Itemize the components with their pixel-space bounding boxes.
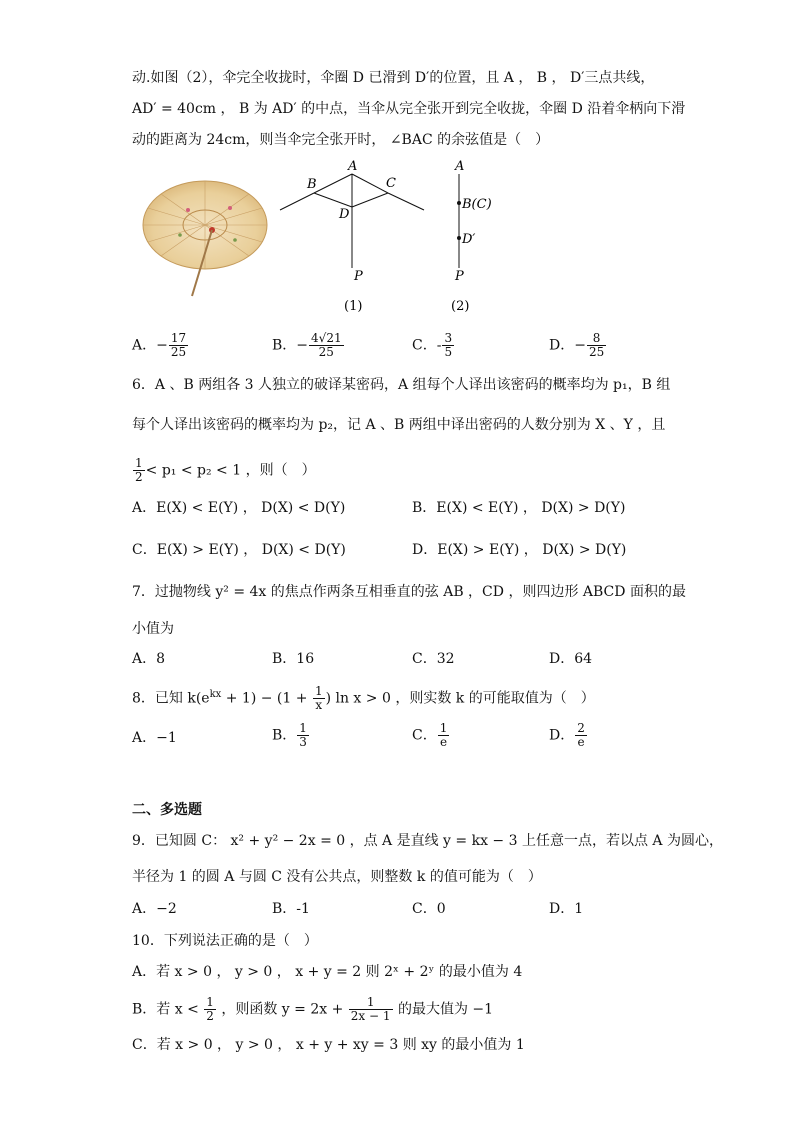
q10b-part-3: 的最大值为 −1 (393, 1001, 494, 1018)
q8-option-a[interactable] (132, 728, 177, 748)
option-text: 64 (574, 651, 593, 667)
q10-stem: 10．下列说法正确的是（ ） (132, 933, 318, 949)
option-text: -1 (296, 901, 310, 917)
q5-line-2: AD′ = 40cm ， B 为 AD′ 的中点，当伞从完全张开到完全收拢，伞圈 D 沿着伞柄向下滑 (132, 101, 686, 117)
option-fraction: $\frac{4√21}{25}$ (311, 331, 342, 359)
q5-option-d[interactable] (549, 332, 607, 359)
q8-option-b[interactable] (272, 722, 310, 749)
label-d: D (339, 207, 350, 222)
q6-option-b[interactable] (412, 498, 625, 518)
label-c: C (386, 176, 396, 191)
option-letter: C． (412, 727, 437, 744)
option-text: E(X) > E(Y) ， D(X) < D(Y) (156, 542, 346, 558)
option-fraction: $\frac{1}{3}$ (299, 721, 307, 749)
q8-stem-part-2: + 1) − (1 + (221, 690, 312, 707)
option-fraction: $\frac{8}{25}$ (588, 331, 605, 359)
q10b-fraction-1: $\frac{1}{2}$ (206, 995, 214, 1023)
option-text: 8 (156, 651, 166, 667)
option-fraction: $\frac{3}{5}$ (444, 331, 453, 359)
q8-option-c[interactable] (412, 722, 450, 749)
option-letter: D． (549, 901, 575, 917)
option-letter: C． (412, 651, 437, 667)
section-heading: 二、多选题 (132, 802, 202, 818)
option-fraction: $\frac{1}{e}$ (439, 721, 448, 749)
q6-option-d[interactable] (412, 540, 626, 560)
q6-option-a[interactable] (132, 498, 345, 518)
q8-stem (132, 685, 595, 712)
q7-option-a[interactable] (132, 649, 165, 669)
q8-fraction: $\frac{1}{x}$ (314, 684, 323, 713)
option-fraction: $\frac{2}{e}$ (577, 721, 585, 749)
q8-stem-part-1: 8．已知 k(e (132, 690, 210, 707)
option-letter: A． (132, 730, 157, 746)
q6-inequality: < p₁ < p₂ < 1 ，则（ ） (145, 462, 316, 479)
figure-2 (457, 174, 461, 268)
label-d-prime: D′ (462, 232, 476, 247)
option-letter: D． (549, 337, 575, 354)
option-letter: C． (132, 542, 157, 558)
label-a2: A (455, 160, 465, 174)
q6-fraction-half: $\frac{1}{2}$ (135, 456, 143, 484)
q5-line-1: 动.如图（2），伞完全收拢时，伞圈 D 已滑到 D′的位置，且 A ， B ， D′三点共线， (132, 70, 655, 86)
option-letter: A． (132, 337, 157, 354)
label-p2: P (455, 269, 464, 284)
option-sign: − (574, 337, 586, 354)
q6-line-1: 6．A 、B 两组各 3 人独立的破译某密码，A 组每个人译出该密码的概率均为 p₁，B 组 (132, 377, 671, 393)
figure-1 (280, 174, 424, 268)
q6-line-2: 每个人译出该密码的概率均为 p₂，记 A 、B 两组中译出密码的人数分别为 X 、Y ，且 (132, 417, 666, 433)
q9-option-c[interactable] (412, 899, 446, 919)
q10b-fraction-2: $\frac{1}{2x - 1}$ (350, 995, 391, 1023)
option-fraction: $\frac{17}{25}$ (170, 331, 187, 359)
q10b-part-2: ，则函数 y = 2x + (216, 1001, 348, 1018)
q9-option-a[interactable] (132, 899, 177, 919)
q10-option-c[interactable]: C．若 x > 0 ， y > 0 ， x + y + xy = 3 则 xy 的最小值为 1 (132, 1037, 525, 1053)
q7-option-b[interactable] (272, 649, 314, 669)
q10-option-a[interactable]: A．若 x > 0 ， y > 0 ， x + y = 2 则 2ˣ + 2ʸ 的最小值为 4 (132, 964, 523, 980)
q9-option-d[interactable] (549, 899, 583, 919)
option-letter: A． (132, 901, 157, 917)
q9-line-1: 9．已知圆 C： x² + y² − 2x = 0 ，点 A 是直线 y = kx − 3 上任意一点，若以点 A 为圆心， (132, 833, 723, 849)
option-text: E(X) > E(Y) ， D(X) > D(Y) (437, 542, 627, 558)
q7-line-2: 小值为 (132, 621, 174, 637)
label-bc: B(C) (462, 197, 492, 212)
q7-option-c[interactable] (412, 649, 455, 669)
paper-umbrella-image (140, 170, 270, 300)
q10b-part-1: B．若 x < (132, 1001, 204, 1018)
q10-option-b[interactable] (132, 996, 493, 1023)
option-letter: C． (412, 901, 437, 917)
option-text: 16 (296, 651, 315, 667)
figure-1-caption: (1) (344, 299, 363, 314)
q7-line-1: 7．过抛物线 y² = 4x 的焦点作两条互相垂直的弦 AB ，CD ，则四边形 ABCD 面积的最 (132, 584, 686, 600)
option-text: 1 (574, 901, 584, 917)
option-letter: A． (132, 500, 157, 516)
option-letter: B． (272, 337, 297, 354)
q5-line-3: 动的距离为 24cm，则当伞完全张开时， ∠BAC 的余弦值是（ ） (132, 132, 550, 148)
option-sign: − (156, 337, 168, 354)
option-letter: B． (272, 727, 297, 744)
q9-line-2: 半径为 1 的圆 A 与圆 C 没有公共点，则整数 k 的值可能为（ ） (132, 869, 542, 885)
option-letter: B． (412, 500, 437, 516)
q6-line-3 (132, 457, 316, 484)
option-text: 32 (436, 651, 455, 667)
option-text: E(X) < E(Y) ， D(X) > D(Y) (436, 500, 626, 516)
option-letter: B． (272, 901, 297, 917)
option-letter: C． (412, 337, 437, 354)
label-a: A (348, 160, 358, 174)
q8-exponent: kx (209, 689, 222, 700)
option-text: E(X) < E(Y) ， D(X) < D(Y) (156, 500, 346, 516)
q8-option-d[interactable] (549, 722, 588, 749)
umbrella-geometry-figure (278, 160, 498, 320)
figure-2-caption: (2) (451, 299, 470, 314)
option-letter: B． (272, 651, 297, 667)
option-sign: - (436, 337, 442, 354)
option-letter: D． (412, 542, 438, 558)
q5-option-a[interactable] (132, 332, 189, 359)
label-b: B (307, 177, 317, 192)
option-text: −2 (156, 901, 177, 917)
q7-option-d[interactable] (549, 649, 592, 669)
label-p: P (354, 269, 363, 284)
option-letter: D． (549, 727, 575, 744)
q9-option-b[interactable] (272, 899, 310, 919)
q5-option-c[interactable] (412, 332, 455, 359)
q6-option-c[interactable] (132, 540, 346, 560)
q5-option-b[interactable] (272, 332, 345, 359)
option-sign: − (296, 337, 309, 354)
option-letter: A． (132, 651, 157, 667)
option-text: −1 (156, 730, 177, 746)
q8-stem-part-3: ) ln x > 0 ，则实数 k 的可能取值为（ ） (325, 690, 595, 707)
option-text: 0 (436, 901, 446, 917)
option-letter: D． (549, 651, 575, 667)
